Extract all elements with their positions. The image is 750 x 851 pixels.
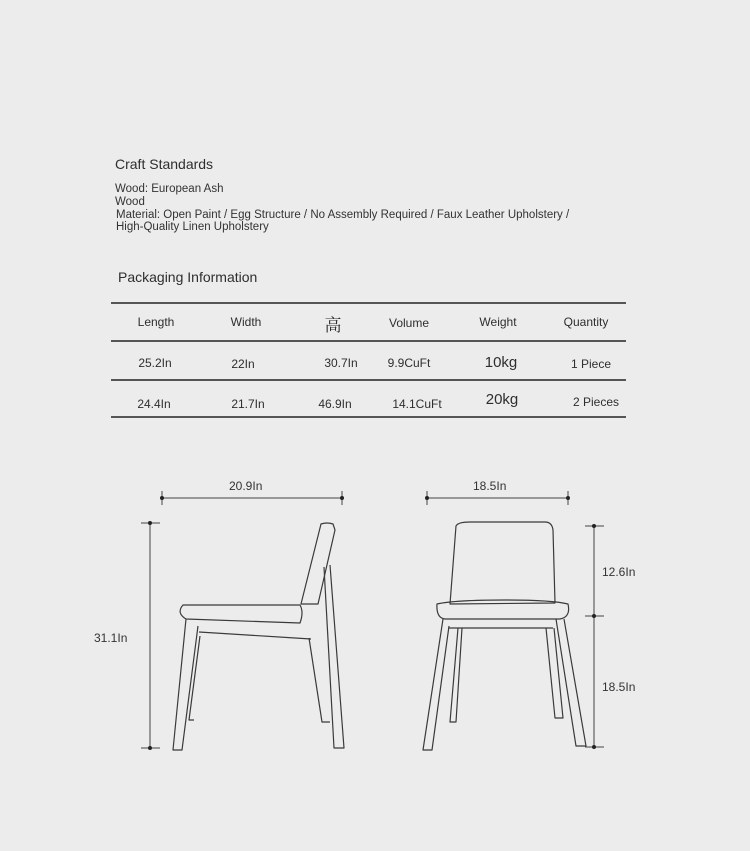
front-width-label: 18.5In [473, 479, 507, 493]
row2-height: 46.9In [318, 397, 352, 411]
header-width: Width [230, 315, 262, 329]
row2-weight: 20kg [485, 391, 519, 408]
chair-side-view [173, 523, 344, 750]
wood-line-1: Wood: European Ash [115, 183, 224, 195]
side-view-dimension-dots [148, 496, 344, 750]
header-height: 高 [324, 316, 342, 336]
row1-width: 22In [231, 357, 255, 371]
header-volume: Volume [388, 316, 430, 330]
row2-width: 21.7In [231, 397, 265, 411]
wood-line-2: Wood [115, 195, 145, 208]
material-line-2: High-Quality Linen Upholstery [116, 221, 269, 234]
material-line-1: Material: Open Paint / Egg Structure / No Assembly Required / Faux Leather Upholstery / [116, 208, 570, 221]
side-width-label: 20.9In [229, 479, 263, 493]
row2-length: 24.4In [137, 397, 171, 411]
row1-height: 30.7In [324, 356, 358, 370]
back-height-label: 12.6In [602, 565, 636, 579]
row1-volume: 9.9CuFt [387, 356, 431, 370]
side-height-label: 31.1In [94, 631, 128, 645]
header-length: Length [137, 315, 175, 329]
seat-height-label: 18.5In [602, 680, 636, 694]
row2-volume: 14.1CuFt [392, 397, 442, 411]
row2-quantity: 2 Pieces [572, 395, 620, 409]
header-quantity: Quantity [563, 315, 609, 329]
row1-quantity: 1 Piece [570, 357, 612, 371]
row1-weight: 10kg [484, 354, 518, 371]
packaging-info-title: Packaging Information [118, 269, 258, 285]
row1-length: 25.2In [138, 356, 172, 370]
header-weight: Weight [479, 315, 517, 329]
side-view-dimensions [141, 491, 342, 748]
craft-standards-title: Craft Standards [115, 156, 214, 172]
chair-front-view [423, 522, 586, 750]
